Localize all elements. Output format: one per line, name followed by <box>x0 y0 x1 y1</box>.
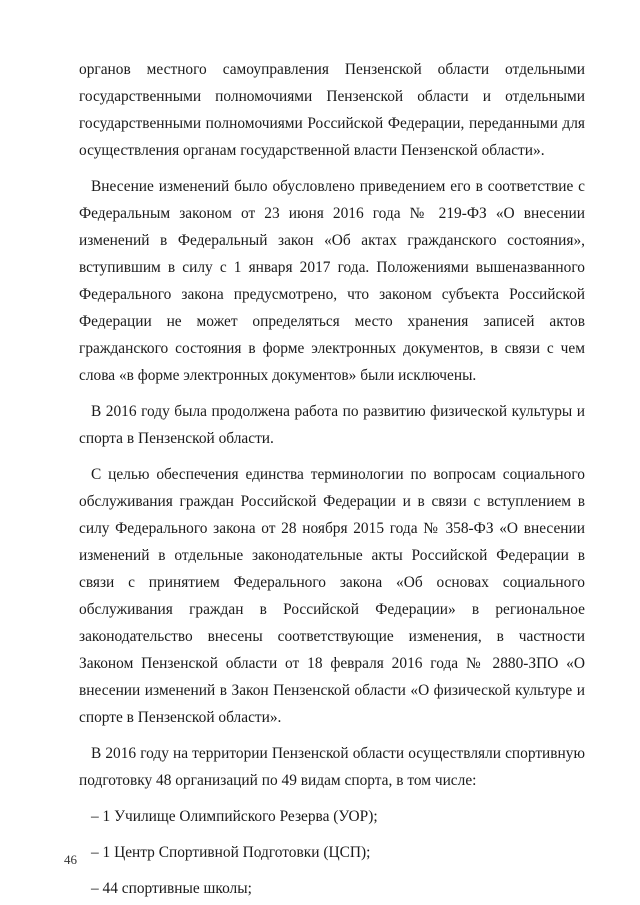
paragraph-gap <box>79 389 585 398</box>
paragraph-gap <box>79 731 585 740</box>
paragraph-sport-development: В 2016 году была продолжена работа по развитию физической культуры и спорта в Пензенской области. <box>79 403 585 447</box>
paragraph-sport-organizations: В 2016 году на территории Пензенской области осуществляли спортивную подготовку 48 организаций по 49 видам спорта, в том числе: <box>79 745 585 789</box>
list-item: – 1 Училище Олимпийского Резерва (УОР); <box>91 808 378 825</box>
paragraph-gap <box>79 164 585 173</box>
paragraph-social-services-terminology: С целью обеспечения единства терминологии по вопросам социального обслуживания граждан Российской Федерации и в связи с вступлением в силу Федерального закона от 28 ноября 2015 года № 358-ФЗ «О внесении изменений в отдельные законодательные акты Российской Федерации в связи с принятием Федерального закона «Об основах социального обслуживания граждан в Российской Федерации» в региональное законодательство внесены соответствующие изменения, в частности Законом Пензенской области от 18 февраля 2016 года № 2880-ЗПО «О внесении изменений в Закон Пензенской области «О физической культуре и спорте в Пензенской области». <box>79 466 585 726</box>
paragraph-continuation: органов местного самоуправления Пензенской области отдельными государственными полномочиями Пензенской области и отдельными государственными полномочиями Российской Федерации, переданными для осуществления органам государственной власти Пензенской области». <box>79 61 585 159</box>
paragraph-gap <box>79 830 585 839</box>
paragraph-gap <box>79 452 585 461</box>
paragraph-civil-registry-amendments: Внесение изменений было обусловлено приведением его в соответствие с Федеральным законом от 23 июня 2016 года № 219-ФЗ «О внесении изменений в Федеральный закон «Об актах гражданского состояния», вступившим в силу с 1 января 2017 года. Положениями вышеназванного Федерального закона предусмотрено, что законом субъекта Российской Федерации не может определяться место хранения записей актов гражданского состояния в форме электронных документов, в связи с чем слова «в форме электронных документов» были исключены. <box>79 178 585 384</box>
paragraph-gap <box>79 794 585 803</box>
list-item: – 1 Центр Спортивной Подготовки (ЦСП); <box>91 844 371 861</box>
list-item: – 44 спортивные школы; <box>91 880 252 897</box>
document-page <box>79 56 585 902</box>
paragraph-gap <box>79 866 585 875</box>
page-number: 46 <box>64 852 77 867</box>
